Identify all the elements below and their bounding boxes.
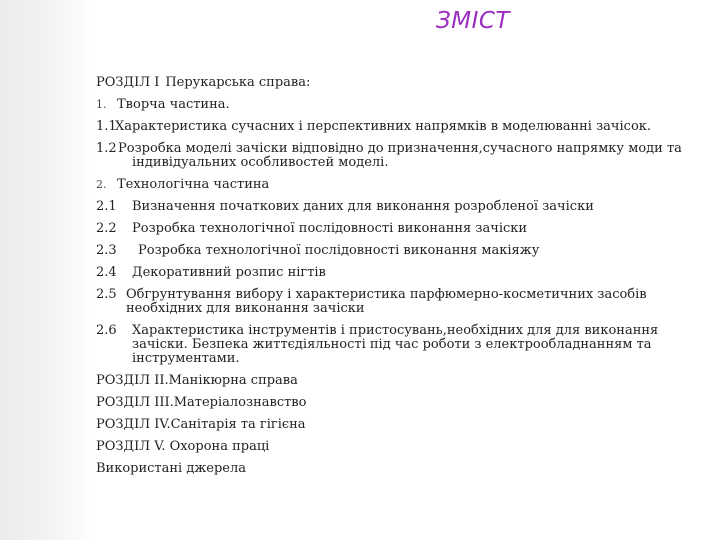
toc-entry-text: Розробка технологічної послідовності виконання макіяжу xyxy=(138,243,540,258)
toc-section-prefix: РОЗДІЛ І xyxy=(96,75,160,90)
toc-entry-text: Обгрунтування вибору і характеристика парфюмерно-косметичних засобів необхідних для виконання зачіски xyxy=(126,287,647,316)
toc-entry-number: 2.3 xyxy=(96,243,117,258)
toc-entry-text: Характеристика сучасних і перспективних напрямків в моделюванні зачісок. xyxy=(115,119,652,134)
toc-entry-number: 1. xyxy=(96,98,107,111)
toc-row-2-6 xyxy=(96,324,714,366)
toc-entry-number: 1.1 xyxy=(96,119,117,134)
toc-section-5: РОЗДІЛ V. Охорона праці xyxy=(96,439,270,454)
left-gradient-bar xyxy=(0,0,92,540)
toc-row-1 xyxy=(96,98,714,112)
toc-row-2 xyxy=(96,178,714,192)
toc-section-3: РОЗДІЛ ІІІ.Матеріалознавство xyxy=(96,395,307,410)
toc-entry-number: 2.4 xyxy=(96,265,117,280)
toc-entry-text: Розробка моделі зачіски відповідно до призначення,сучасного напрямку моди та індивідуальних особливостей моделі. xyxy=(118,141,682,170)
toc-entry-text: Розробка технологічної послідовності виконання зачіски xyxy=(132,221,528,236)
toc-entry-number: 2.1 xyxy=(96,199,117,214)
toc-entry-text: Перукарська справа: xyxy=(165,75,311,90)
page-title: ЗМІСТ xyxy=(436,8,510,34)
toc-entry-text: Визначення початкових даних для виконання розробленої зачіски xyxy=(132,199,594,214)
toc-entry-text: Технологічна частина xyxy=(117,177,270,192)
table-of-contents xyxy=(96,76,714,484)
toc-references: Використані джерела xyxy=(96,461,247,476)
toc-row-2-5 xyxy=(96,288,714,316)
toc-section-4: РОЗДІЛ ІV.Санітарія та гігієна xyxy=(96,417,306,432)
toc-entry-number: 2. xyxy=(96,178,107,191)
toc-entry-number: 2.6 xyxy=(96,323,117,338)
toc-row-2-1 xyxy=(96,200,714,214)
toc-row-1-1 xyxy=(96,120,714,134)
toc-entry-number: 2.2 xyxy=(96,221,117,236)
toc-row-2-4 xyxy=(96,266,714,280)
toc-row-2-3 xyxy=(96,244,714,258)
toc-row-section-1 xyxy=(96,76,714,90)
toc-entry-number: 2.5 xyxy=(96,287,117,302)
toc-row-2-2 xyxy=(96,222,714,236)
toc-entry-number: 1.2 xyxy=(96,141,117,156)
toc-section-2: РОЗДІЛ ІІ.Манікюрна справа xyxy=(96,373,298,388)
toc-entry-text: Характеристика інструментів і пристосувань,необхідних для для виконання зачіски. Безпека життєдіяльності під час роботи з електрообладнанням та інструментами. xyxy=(132,323,659,366)
toc-entry-text: Декоративний розпис нігтів xyxy=(132,265,326,280)
toc-entry-text: Творча частина. xyxy=(117,97,230,112)
toc-row-1-2 xyxy=(96,142,714,170)
